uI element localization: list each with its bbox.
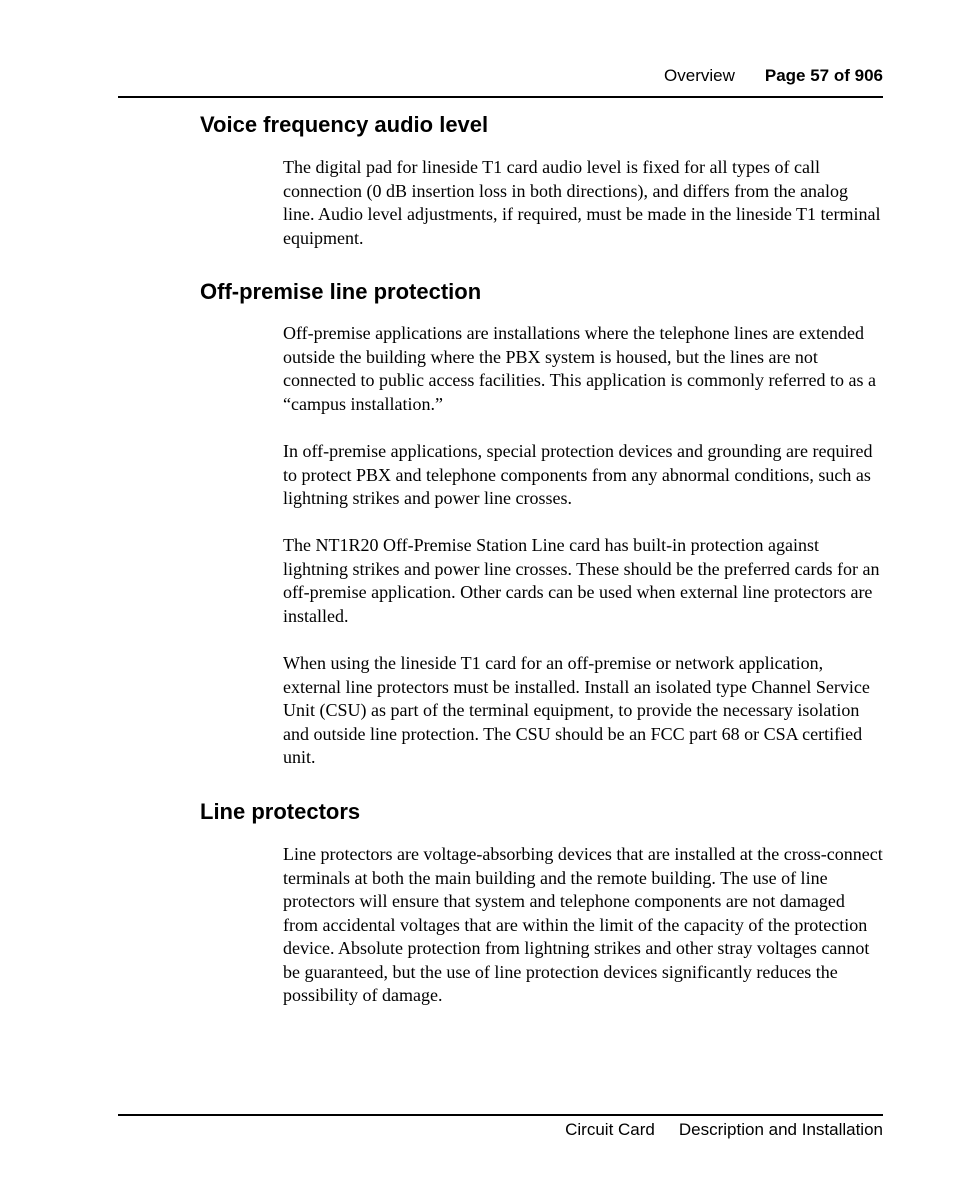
paragraph-off-premise-2: In off-premise applications, special protection devices and grounding are required to protect PBX and telephone components from any abnormal conditions, such as lightning strikes and power line crosses. [283, 441, 873, 508]
section-heading-off-premise: Off-premise line protection [200, 279, 482, 304]
paragraph-off-premise-4: When using the lineside T1 card for an off-premise or network application, external line protectors must be installed. Install an isolated type Channel Service Unit (CSU) as part of the terminal equipment, to provide the necessary isolation and outside line protection. The CSU should be an FCC part 68 or CSA certified unit. [283, 653, 870, 767]
header-section-title: Overview [664, 66, 735, 85]
page-header [118, 64, 883, 98]
paragraph-off-premise-1: Off-premise applications are installations where the telephone lines are extended outside the building where the PBX system is housed, but the lines are not connected to public access facilities. This application is commonly referred to as a “campus installation.” [283, 323, 876, 414]
section-heading-line-protectors: Line protectors [200, 799, 361, 824]
paragraph-off-premise-3: The NT1R20 Off-Premise Station Line card has built-in protection against lightning strikes and power line crosses. These should be the preferred cards for an off-premise application. Other cards can be used when external line protectors are installed. [283, 535, 880, 626]
footer-doc-title-left: Circuit Card [565, 1120, 655, 1139]
paragraph-voice-frequency: The digital pad for lineside T1 card audio level is fixed for all types of call connection (0 dB insertion loss in both directions), and differs from the analog line. Audio level adjustments, if required, must be made in the lineside T1 terminal equipment. [283, 157, 881, 248]
page-footer [118, 1114, 883, 1139]
header-page-number: Page 57 of 906 [764, 66, 883, 85]
paragraph-line-protectors: Line protectors are voltage-absorbing devices that are installed at the cross-connect terminals at both the main building and the remote building. The use of line protectors will ensure that system and telephone components are not damaged from accidental voltages that are within the limit of the capacity of the protection device. Absolute protection from lightning strikes and other stray voltages cannot be guaranteed, but the use of line protection devices significantly reduces the possibility of damage. [283, 844, 883, 1005]
footer-doc-title-right: Description and Installation [678, 1120, 883, 1139]
section-heading-voice-frequency: Voice frequency audio level [200, 112, 489, 137]
